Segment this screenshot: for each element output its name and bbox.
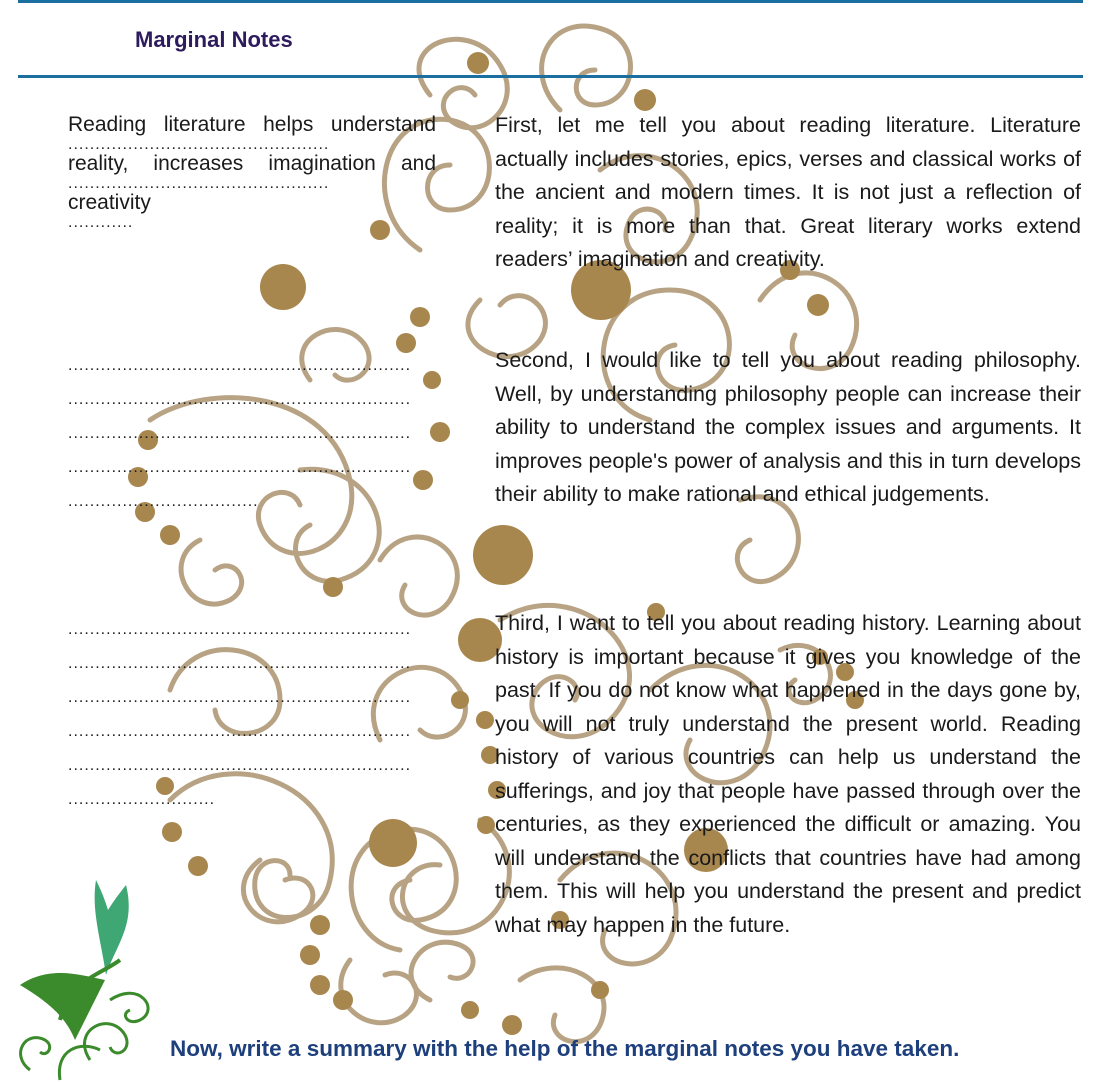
dot [300, 945, 320, 965]
dot [591, 981, 609, 999]
swirl [520, 968, 604, 1042]
marginal-notes-block-3 [68, 613, 436, 817]
dot [634, 89, 656, 111]
dot [310, 915, 330, 935]
dotted-line[interactable]: ............................................................... [68, 757, 412, 774]
dotted-line[interactable]: ............ [68, 214, 134, 231]
paragraph-philosophy: Second, I would like to tell you about reading philosophy. Well, by understanding philosophy people can increase their ability to understand the complex issues and arguments. It improves people's power of analysis and this in turn develops their ability to make rational and ethical judgements. [495, 348, 1081, 506]
dot [162, 822, 182, 842]
dot [310, 975, 330, 995]
note-line: creativity [68, 191, 151, 214]
dotted-line[interactable]: ............................................................... [68, 459, 412, 476]
dot [333, 990, 353, 1010]
dotted-line[interactable]: ............................................................... [68, 655, 412, 672]
dot [461, 1001, 479, 1019]
dot [477, 816, 495, 834]
marginal-notes-block-1 [68, 108, 436, 231]
dotted-line[interactable]: ................................................ [68, 136, 330, 153]
dot [160, 525, 180, 545]
heading-underline-rule [18, 75, 1083, 78]
dotted-line[interactable]: ................................................ [68, 175, 330, 192]
dotted-line[interactable]: ............................................................... [68, 723, 412, 740]
dot [260, 264, 306, 310]
dot [807, 294, 829, 316]
dotted-line[interactable]: ............................................................... [68, 689, 412, 706]
note-line: reality, increases imagination and [68, 152, 436, 175]
dot [369, 819, 417, 867]
marginal-notes-block-2 [68, 349, 436, 519]
dotted-line[interactable]: ........................... [68, 791, 216, 808]
summary-instruction: Now, write a summary with the help of the marginal notes you have taken. [170, 1036, 960, 1061]
section-heading: Marginal Notes [135, 27, 293, 52]
dot [502, 1015, 522, 1035]
note-line: Reading literature helps understand [68, 113, 436, 136]
swirl [411, 942, 473, 1000]
paragraph-literature: First, let me tell you about reading literature. Literature actually includes stories, epics, verses and classical works of the ancient and modern times. It is not just a reflection of reality; it is more than that. Great literary works extend readers’ imagination and creativity. [495, 113, 1081, 271]
dotted-line[interactable]: ............................................................... [68, 357, 412, 374]
swirl [380, 537, 457, 615]
dotted-line[interactable]: ................................... [68, 493, 259, 510]
dotted-line[interactable]: ............................................................... [68, 621, 412, 638]
dot [473, 525, 533, 585]
dot [410, 307, 430, 327]
swirl [542, 26, 631, 110]
paragraph-history: Third, I want to tell you about reading history. Learning about history is important because it gives you knowledge of the past. If you do not know what happened in the days gone by, you will not truly understand the present world. Reading history of various countries can help us understand the sufferings, and joy that people have passed through over the centuries, as they experienced the difficult or amazing. You will understand the conflicts that countries have had among them. This will help you understand the present and predict what may happen in the future. [495, 611, 1081, 937]
swirl [181, 540, 242, 604]
dotted-line[interactable]: ............................................................... [68, 425, 412, 442]
dot [476, 711, 494, 729]
dot [323, 577, 343, 597]
dot [451, 691, 469, 709]
dotted-line[interactable]: ............................................................... [68, 391, 412, 408]
dot [467, 52, 489, 74]
swirl [341, 960, 417, 1023]
dot [188, 856, 208, 876]
top-rule [18, 0, 1083, 3]
green-leaf-ornament [20, 880, 148, 1080]
